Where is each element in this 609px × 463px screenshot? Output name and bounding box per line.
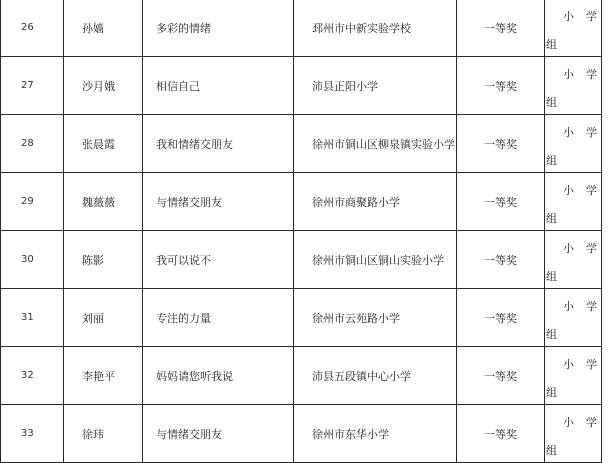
teacher-name: 魏薇薇 [64, 173, 143, 231]
group-label-line2: 组 [546, 212, 557, 225]
group-cell [545, 289, 609, 347]
group-cell [545, 405, 609, 463]
group-label-line1: 小学 [563, 184, 609, 197]
group-label-line2: 组 [546, 270, 557, 283]
school-name: 徐州市东华小学 [294, 405, 457, 463]
group-cell [545, 57, 609, 115]
entry-number: 30 [1, 231, 64, 289]
table-row [1, 405, 602, 463]
award-level: 一等奖 [457, 289, 545, 347]
group-label-line2: 组 [546, 38, 557, 51]
table-row [1, 115, 602, 173]
teacher-name: 徐玮 [64, 405, 143, 463]
teacher-name: 刘丽 [64, 289, 143, 347]
group-label-line1: 小学 [563, 126, 609, 139]
group-cell [545, 0, 609, 57]
award-level: 一等奖 [457, 173, 545, 231]
lesson-title: 专注的力量 [143, 289, 294, 347]
table-row [1, 0, 602, 57]
group-label-line2: 组 [546, 328, 557, 341]
lesson-title: 多彩的情绪 [143, 0, 294, 57]
entry-number: 33 [1, 405, 64, 463]
lesson-title: 与情绪交朋友 [143, 405, 294, 463]
lesson-title: 妈妈请您听我说 [143, 347, 294, 405]
entry-number: 28 [1, 115, 64, 173]
award-level: 一等奖 [457, 231, 545, 289]
group-label-line2: 组 [546, 444, 557, 457]
group-label-line1: 小学 [563, 300, 609, 313]
group-cell [545, 115, 609, 173]
group-label-line1: 小学 [563, 416, 609, 429]
entry-number: 32 [1, 347, 64, 405]
lesson-title: 相信自己 [143, 57, 294, 115]
group-label-line1: 小学 [563, 358, 609, 371]
school-name: 沛县五段镇中心小学 [294, 347, 457, 405]
teacher-name: 陈影 [64, 231, 143, 289]
teacher-name: 张晨霞 [64, 115, 143, 173]
group-cell [545, 347, 609, 405]
school-name: 徐州市铜山区铜山实验小学 [294, 231, 457, 289]
award-level: 一等奖 [457, 57, 545, 115]
group-label-line1: 小学 [563, 242, 609, 255]
teacher-name: 沙月娥 [64, 57, 143, 115]
group-cell [545, 173, 609, 231]
school-name: 沛县正阳小学 [294, 57, 457, 115]
entry-number: 26 [1, 0, 64, 57]
lesson-title: 与情绪交朋友 [143, 173, 294, 231]
award-level: 一等奖 [457, 115, 545, 173]
table-row [1, 289, 602, 347]
table-row [1, 57, 602, 115]
award-level: 一等奖 [457, 0, 545, 57]
entry-number: 27 [1, 57, 64, 115]
entry-number: 29 [1, 173, 64, 231]
school-name: 徐州市商聚路小学 [294, 173, 457, 231]
group-label-line2: 组 [546, 96, 557, 109]
table-row [1, 173, 602, 231]
group-label-line2: 组 [546, 154, 557, 167]
group-label-line1: 小学 [563, 68, 609, 81]
group-label-line2: 组 [546, 386, 557, 399]
school-name: 邳州市中新实验学校 [294, 0, 457, 57]
school-name: 徐州市铜山区柳泉镇实验小学 [294, 115, 457, 173]
table-row [1, 347, 602, 405]
award-level: 一等奖 [457, 405, 545, 463]
lesson-title: 我可以说不 [143, 231, 294, 289]
teacher-name: 李艳平 [64, 347, 143, 405]
table-row [1, 231, 602, 289]
lesson-title: 我和情绪交朋友 [143, 115, 294, 173]
group-label-line1: 小学 [563, 10, 609, 23]
award-level: 一等奖 [457, 347, 545, 405]
school-name: 徐州市云苑路小学 [294, 289, 457, 347]
group-cell [545, 231, 609, 289]
entry-number: 31 [1, 289, 64, 347]
teacher-name: 孙嫱 [64, 0, 143, 57]
